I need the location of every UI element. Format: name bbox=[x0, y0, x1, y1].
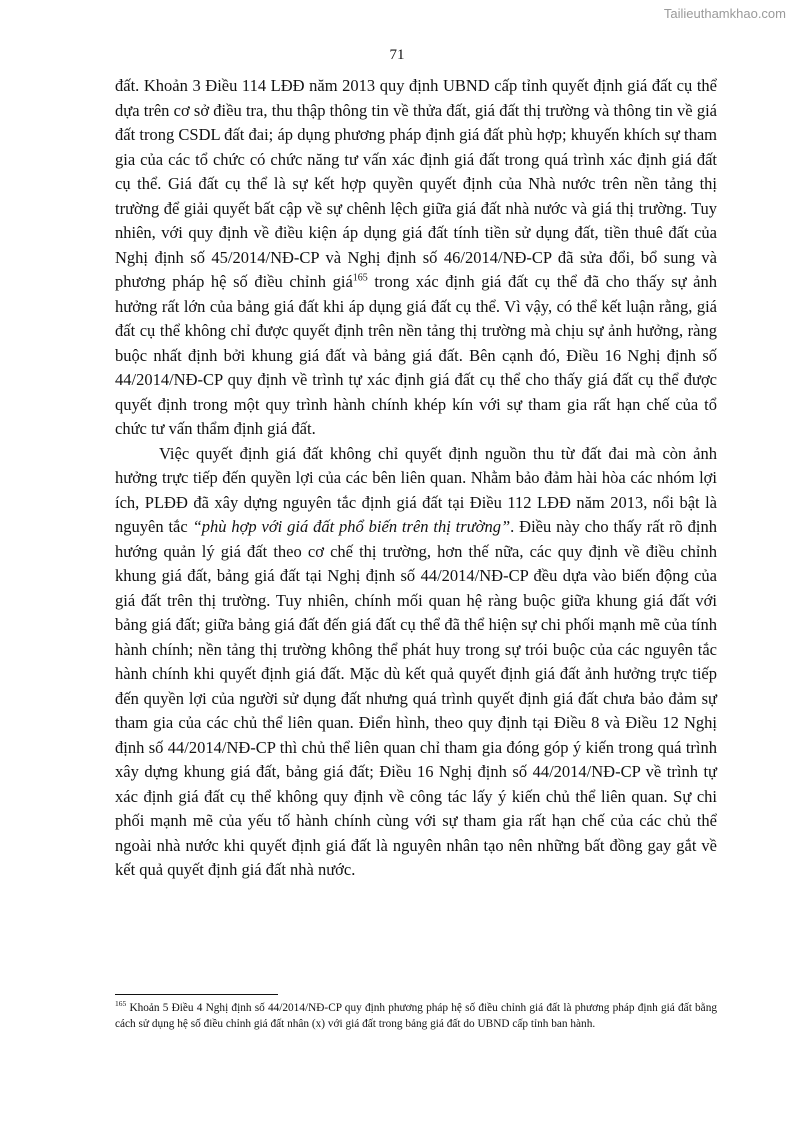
footnote-divider bbox=[115, 994, 278, 995]
paragraph-2-text-a: Việc quyết định giá đất không chỉ quyết định nguồn thu từ đất đai mà còn ảnh hưởng trực tiếp đến quyền lợi của các bên liên quan. Nhằm bảo đảm hài hòa các nhóm lợi ích, PLĐĐ đã xây dựng nguyên tắc định giá đất tại Điều 112 LĐĐ năm 2013, nổi bật là nguyên tắc bbox=[115, 443, 717, 536]
footnote bbox=[115, 1000, 717, 1032]
paragraph-1-text-b: trong xác định giá đất cụ thể đã cho thấy sự ảnh hưởng rất lớn của bảng giá đất khi áp dụng giá đất cụ thể. Vì vậy, có thể kết luận rằng, giá đất cụ thể không chỉ được quyết định trên nền tảng thị trường mà chịu sự ảnh hưởng, ràng buộc nhất định bởi khung giá đất và bảng giá đất. Bên cạnh đó, Điều 16 Nghị định số 44/2014/NĐ-CP quy định về trình tự xác định giá đất cụ thể cho thấy giá đất cụ thể được quyết định trong một quy trình hành chính khép kín với sự tham gia rất hạn chế của tổ chức tư vấn thẩm định giá đất. bbox=[115, 272, 717, 438]
paragraph-1-text-a: đất. Khoản 3 Điều 114 LĐĐ năm 2013 quy định UBND cấp tỉnh quyết định giá đất cụ thể dựa trên cơ sở điều tra, thu thập thông tin về thửa đất, giá đất thị trường và thông tin về giá đất trong CSDL đất đai; áp dụng phương pháp định giá đất phù hợp; khuyến khích sự tham gia của các tổ chức có chức năng tư vấn xác định giá đất trong quá trình xác định giá đất cụ thể. Giá đất cụ thể là sự kết hợp quyền quyết định của Nhà nước trên nền tảng thị trường để giải quyết bất cập về sự chênh lệch giữa giá đất nhà nước và giá thị trường. Tuy nhiên, với quy định về điều kiện áp dụng giá đất tính tiền sử dụng đất, tiền thuê đất của Nghị định số 45/2014/NĐ-CP và Nghị định số 46/2014/NĐ-CP đã sửa đổi, bổ sung và phương pháp hệ số điều chỉnh giá bbox=[115, 76, 717, 291]
watermark: Tailieuthamkhao.com bbox=[663, 6, 786, 21]
footnote-number: 165 bbox=[115, 999, 127, 1009]
paragraph-2-text-b: . Điều này cho thấy rất rõ định hướng quản lý giá đất theo cơ chế thị trường, hơn thế nữa, các quy định về điều chỉnh khung giá đất, bảng giá đất tại Nghị định số 44/2014/NĐ-CP đều dựa vào biến động của giá đất trên thị trường. Tuy nhiên, chính mối quan hệ ràng buộc giữa khung giá đất với bảng giá đất; giữa bảng giá đất đến giá đất cụ thể đã thể hiện sự chi phối mạnh mẽ của tính hành chính; nền tảng thị trường không thể phát huy trong sự trói buộc của các nguyên tắc hành chính khi quyết định giá đất. Mặc dù kết quả quyết định giá đất ảnh hưởng trực tiếp đến quyền lợi của người sử dụng đất nhưng quá trình quyết định giá đất chưa bảo đảm sự tham gia của các chủ thể liên quan. Điển hình, theo quy định tại Điều 8 và Điều 12 Nghị định số 44/2014/NĐ-CP thì chủ thể liên quan chỉ tham gia đóng góp ý kiến trong quá trình xây dựng khung giá đất, bảng giá đất; Điều 16 Nghị định số 44/2014/NĐ-CP về trình tự xác định giá đất cụ thể không quy định về công tác lấy ý kiến chủ thể liên quan. Sự chi phối mạnh mẽ của yếu tố hành chính cùng với sự tham gia rất hạn chế của các chủ thể ngoài nhà nước khi quyết định giá đất là nguyên nhân tạo nên những bất đồng gay gắt về kết quả quyết định giá đất nhà nước. bbox=[115, 517, 718, 879]
quoted-principle: “phù hợp với giá đất phổ biến trên thị trường” bbox=[192, 517, 511, 536]
body-text bbox=[115, 74, 717, 883]
footnote-text: Khoản 5 Điều 4 Nghị định số 44/2014/NĐ-CP quy định phương pháp hệ số điều chỉnh giá đất là phương pháp định giá đất bằng cách sử dụng hệ số điều chỉnh giá đất nhân (x) với giá đất trong bảng giá đất do UBND cấp tỉnh ban hành. bbox=[115, 1002, 717, 1030]
paragraph-2 bbox=[115, 442, 717, 883]
page-number: 71 bbox=[389, 47, 405, 63]
footnote-reference[interactable]: 165 bbox=[352, 272, 368, 284]
paragraph-1 bbox=[115, 74, 717, 442]
